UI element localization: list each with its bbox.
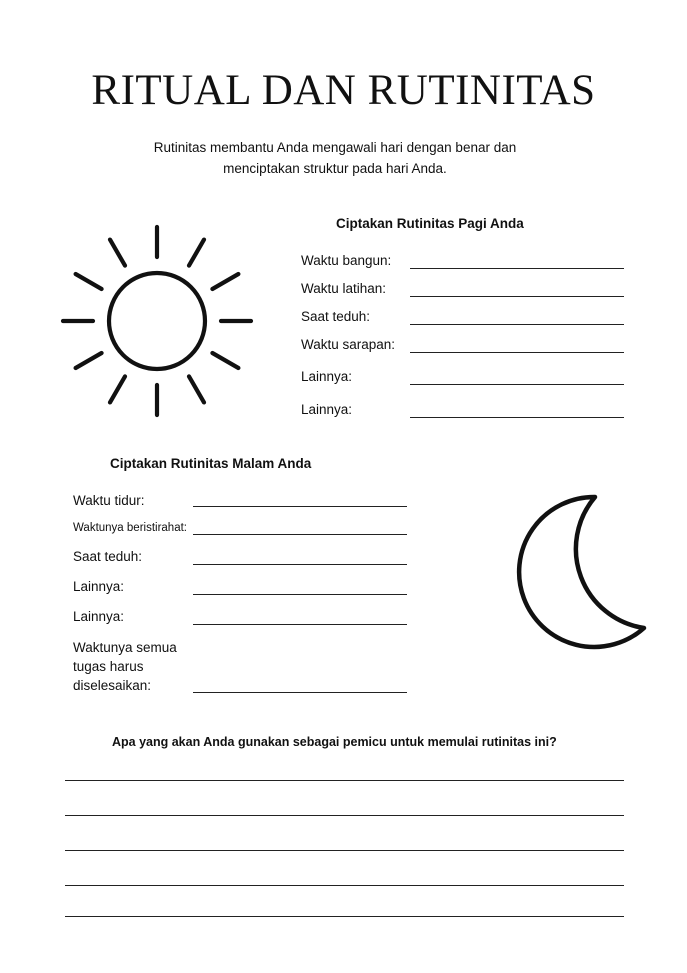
field-label: Waktu sarapan: bbox=[301, 337, 396, 352]
field-label: Lainnya: bbox=[73, 579, 125, 594]
morning-heading: Ciptakan Rutinitas Pagi Anda bbox=[336, 216, 524, 231]
evening-field-tasks bbox=[73, 638, 177, 695]
trigger-answer-line-3[interactable] bbox=[65, 850, 624, 851]
field-label: Saat teduh: bbox=[301, 309, 371, 324]
trigger-answer-line-1[interactable] bbox=[65, 780, 624, 781]
morning-input-other-1[interactable] bbox=[410, 384, 624, 385]
field-label: Waktunya beristirahat: bbox=[73, 522, 187, 534]
field-label-line-3: diselesaikan: bbox=[73, 678, 152, 693]
evening-field-other-1 bbox=[73, 578, 124, 596]
trigger-answer-line-5[interactable] bbox=[65, 916, 624, 917]
evening-field-rest bbox=[73, 519, 187, 537]
field-label-line-1: Waktunya semua bbox=[73, 640, 177, 655]
field-label: Lainnya: bbox=[301, 369, 353, 384]
evening-field-bed bbox=[73, 492, 145, 510]
field-label-line-2: tugas harus bbox=[73, 659, 144, 674]
field-label: Lainnya: bbox=[73, 609, 125, 624]
evening-input-other-2[interactable] bbox=[193, 624, 407, 625]
evening-heading: Ciptakan Rutinitas Malam Anda bbox=[110, 456, 312, 471]
evening-input-bed[interactable] bbox=[193, 506, 407, 507]
morning-input-breakfast[interactable] bbox=[410, 352, 624, 353]
intro-text bbox=[100, 137, 570, 179]
morning-field-wake bbox=[301, 252, 391, 270]
field-label: Waktu tidur: bbox=[73, 493, 145, 508]
morning-field-quiet bbox=[301, 308, 370, 326]
evening-field-other-2 bbox=[73, 608, 124, 626]
evening-input-other-1[interactable] bbox=[193, 594, 407, 595]
morning-field-breakfast bbox=[301, 336, 395, 354]
morning-input-quiet[interactable] bbox=[410, 324, 624, 325]
evening-input-rest[interactable] bbox=[193, 534, 407, 535]
morning-input-wake[interactable] bbox=[410, 268, 624, 269]
evening-input-quiet[interactable] bbox=[193, 564, 407, 565]
field-label: Saat teduh: bbox=[73, 549, 143, 564]
intro-line-1: Rutinitas membantu Anda mengawali hari dengan benar dan bbox=[153, 140, 517, 155]
trigger-answer-line-2[interactable] bbox=[65, 815, 624, 816]
intro-line-2: menciptakan struktur pada hari Anda. bbox=[223, 161, 447, 176]
evening-input-tasks[interactable] bbox=[193, 692, 407, 693]
page-title: RITUAL DAN RUTINITAS bbox=[91, 67, 596, 114]
field-label: Waktu bangun: bbox=[301, 253, 392, 268]
sun-icon bbox=[57, 221, 257, 421]
evening-field-quiet bbox=[73, 548, 142, 566]
moon-icon bbox=[497, 493, 657, 663]
morning-field-other-1 bbox=[301, 368, 352, 386]
trigger-question: Apa yang akan Anda gunakan sebagai pemicu untuk memulai rutinitas ini? bbox=[112, 735, 557, 749]
field-label: Waktu latihan: bbox=[301, 281, 387, 296]
field-label: Lainnya: bbox=[301, 402, 353, 417]
morning-field-exercise bbox=[301, 280, 386, 298]
morning-field-other-2 bbox=[301, 401, 352, 419]
morning-input-exercise[interactable] bbox=[410, 296, 624, 297]
trigger-answer-line-4[interactable] bbox=[65, 885, 624, 886]
morning-input-other-2[interactable] bbox=[410, 417, 624, 418]
